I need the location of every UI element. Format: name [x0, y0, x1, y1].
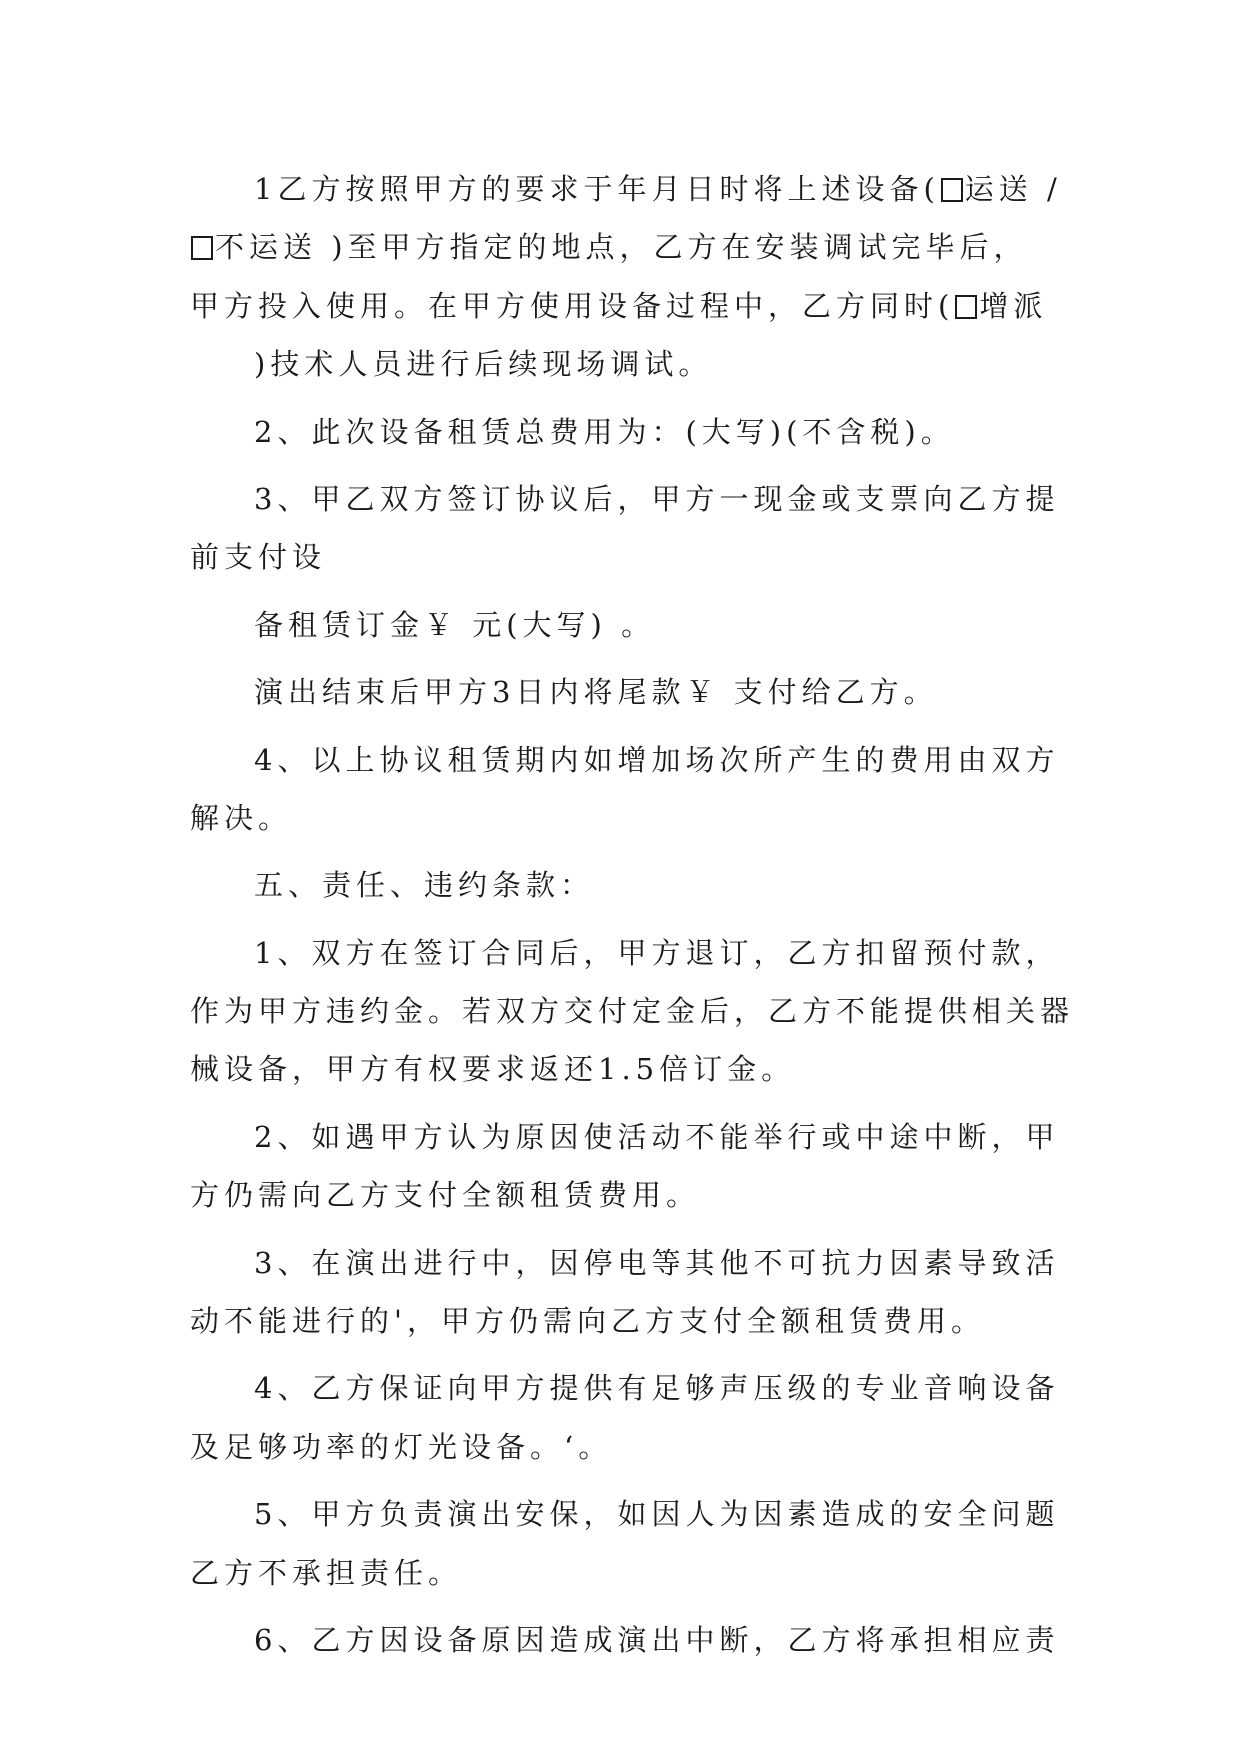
text-line [190, 1040, 1052, 1098]
line-text: 1乙方按照甲方的要求于年月日时将上述设备( [254, 172, 940, 206]
text-line [190, 924, 1060, 982]
text-line [190, 1544, 1052, 1602]
text-line [190, 277, 1052, 335]
line-text: 解决。 [190, 800, 293, 835]
text-line [190, 856, 1052, 914]
text-line [190, 1611, 1060, 1669]
text-line [190, 470, 1060, 528]
line-text: 动不能进行的'，甲方仍需向乙方支付全额租赁费用。 [190, 1304, 985, 1339]
text-line [190, 403, 1052, 461]
line-text: 3、在演出进行中，因停电等其他不可抗力因素导致活 [254, 1245, 1060, 1280]
paragraph-gap [190, 915, 1052, 924]
text-line [190, 528, 1052, 586]
paragraph-gap [190, 654, 1052, 663]
text-line [190, 1292, 1052, 1350]
text-line [190, 218, 1052, 276]
text-line [190, 1108, 1060, 1166]
line-text: 甲方投入使用。在甲方使用设备过程中，乙方同时( [190, 288, 955, 323]
text-line [190, 1359, 1060, 1417]
line-text: 2、如遇甲方认为原因使活动不能举行或中途中断，甲 [254, 1119, 1060, 1154]
line-text: 3、甲乙双方签订协议后，甲方一现金或支票向乙方提 [254, 481, 1060, 516]
line-text-after-box: 运送 / [964, 172, 1062, 206]
contract-text [190, 160, 1075, 1669]
line-text: 乙方不承担责任。 [190, 1555, 463, 1590]
text-line [190, 663, 1052, 721]
line-text: 4、以上协议租赁期内如增加场次所产生的费用由双方 [254, 742, 1060, 777]
paragraph-gap [190, 1225, 1052, 1234]
line-text: 4、乙方保证向甲方提供有足够声压级的专业音响设备 [254, 1371, 1060, 1406]
line-text-after-box: 增派 [979, 288, 1048, 323]
line-text-after-box: 不运送 )至甲方指定的地点，乙方在安装调试完毕后， [215, 230, 1028, 265]
text-line [190, 1234, 1060, 1292]
line-text: 演出结束后甲方3日内将尾款￥ 支付给乙方。 [254, 675, 938, 710]
text-line [190, 1418, 1052, 1476]
text-line [190, 1166, 1052, 1224]
line-text: 备租赁订金￥ 元(大写) 。 [254, 607, 656, 642]
line-text: 1、双方在签订合同后，甲方退订，乙方扣留预付款， [254, 935, 1060, 970]
paragraph-gap [190, 1602, 1052, 1611]
paragraph-gap [190, 1476, 1052, 1485]
paragraph-gap [190, 461, 1052, 470]
text-line [190, 789, 1052, 847]
line-text: )技术人员进行后续现场调试。 [254, 347, 713, 382]
line-text: 方仍需向乙方支付全额租赁费用。 [190, 1178, 701, 1213]
line-text: 作为甲方违约金。若双方交付定金后，乙方不能提供相关器 [190, 994, 1075, 1029]
paragraph-gap [190, 1099, 1052, 1108]
text-line [190, 160, 1062, 218]
text-line [190, 982, 1075, 1040]
line-text: 前支付设 [190, 540, 327, 575]
line-text: 6、乙方因设备原因造成演出中断，乙方将承担相应责 [254, 1622, 1060, 1657]
paragraph-gap [190, 394, 1052, 403]
paragraph-gap [190, 587, 1052, 596]
text-line [190, 1485, 1060, 1543]
checkbox-2 [191, 236, 213, 260]
paragraph-gap [190, 1350, 1052, 1359]
paragraph-gap [190, 722, 1052, 731]
line-text: 械设备，甲方有权要求返还1.5倍订金。 [190, 1052, 796, 1087]
line-text: 及足够功率的灯光设备。‘。 [190, 1429, 613, 1464]
line-text: 五、责任、违约条款： [254, 868, 595, 903]
paragraph-gap [190, 847, 1052, 856]
checkbox-1 [941, 178, 963, 202]
text-line [190, 731, 1060, 789]
line-text: 2、此次设备租赁总费用为：(大写)(不含税)。 [254, 414, 955, 449]
line-text: 5、甲方负责演出安保，如因人为因素造成的安全问题 [254, 1497, 1060, 1532]
checkbox-3 [955, 295, 977, 319]
text-line [190, 596, 1052, 654]
text-line [190, 335, 1052, 393]
